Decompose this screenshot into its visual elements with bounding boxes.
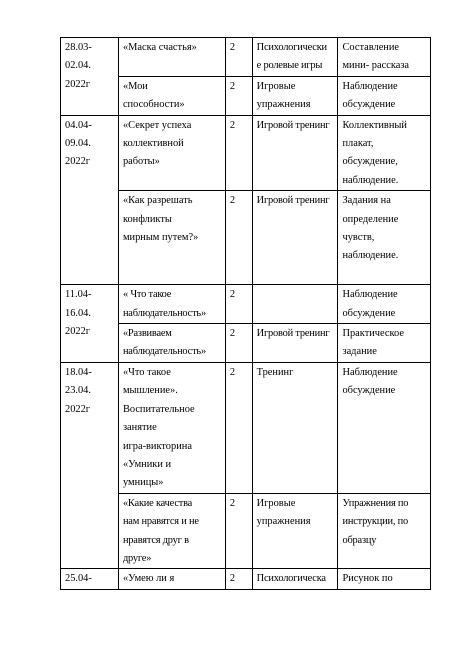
form-cell: Игровые упражнения — [252, 493, 338, 569]
table-row — [61, 569, 431, 590]
form-cell: Игровой тренинг — [252, 115, 338, 191]
date-cell: 18.04- 23.04. 2022г — [61, 362, 119, 568]
hours-cell: 2 — [225, 324, 252, 363]
control-cell: Коллективный плакат, обсуждение, наблюдение. — [338, 115, 431, 191]
control-cell: Упражнения по инструкции, по образцу — [338, 493, 431, 569]
hours-cell: 2 — [225, 569, 252, 590]
hours-cell: 2 — [225, 285, 252, 324]
control-cell: Наблюдение обсуждение — [338, 362, 431, 493]
table-row — [61, 285, 431, 324]
control-cell: Рисунок по — [338, 569, 431, 590]
date-cell: 04.04- 09.04. 2022г — [61, 115, 119, 285]
form-cell: Тренинг — [252, 362, 338, 493]
form-cell — [252, 285, 338, 324]
control-cell: Задания на определение чувств, наблюдение. — [338, 191, 431, 285]
table-row — [61, 38, 431, 77]
form-cell: Психологическа — [252, 569, 338, 590]
hours-cell: 2 — [225, 493, 252, 569]
topic-cell: « Что такое наблюдательность» — [118, 285, 225, 324]
lesson-plan-table — [60, 37, 431, 590]
hours-cell: 2 — [225, 76, 252, 115]
topic-cell: «Как разрешать конфликты мирным путем?» — [118, 191, 225, 285]
topic-cell: «Секрет успеха коллективной работы» — [118, 115, 225, 191]
topic-cell: «Мои способности» — [118, 76, 225, 115]
hours-cell: 2 — [225, 115, 252, 191]
date-cell: 25.04- — [61, 569, 119, 590]
topic-cell: «Умею ли я — [118, 569, 225, 590]
hours-cell: 2 — [225, 38, 252, 77]
table-row — [61, 362, 431, 493]
control-cell: Составление мини- рассказа — [338, 38, 431, 77]
date-cell: 11.04- 16.04. 2022г — [61, 285, 119, 363]
topic-cell: «Развиваем наблюдательность» — [118, 324, 225, 363]
hours-cell: 2 — [225, 191, 252, 285]
hours-cell: 2 — [225, 362, 252, 493]
form-cell: Игровые упражнения — [252, 76, 338, 115]
topic-cell: «Какие качества нам нравятся и не нравятся друг в друге» — [118, 493, 225, 569]
topic-cell: «Маска счастья» — [118, 38, 225, 77]
form-cell: Игровой тренинг — [252, 324, 338, 363]
form-cell: Игровой тренинг — [252, 191, 338, 285]
form-cell: Психологически е ролевые игры — [252, 38, 338, 77]
table-row — [61, 115, 431, 191]
control-cell: Практическое задание — [338, 324, 431, 363]
control-cell: Наблюдение обсуждение — [338, 76, 431, 115]
control-cell: Наблюдение обсуждение — [338, 285, 431, 324]
topic-cell: «Что такое мышление». Воспитательное занятие игра-викторина «Умники и умницы» — [118, 362, 225, 493]
date-cell: 28.03- 02.04. 2022г — [61, 38, 119, 116]
